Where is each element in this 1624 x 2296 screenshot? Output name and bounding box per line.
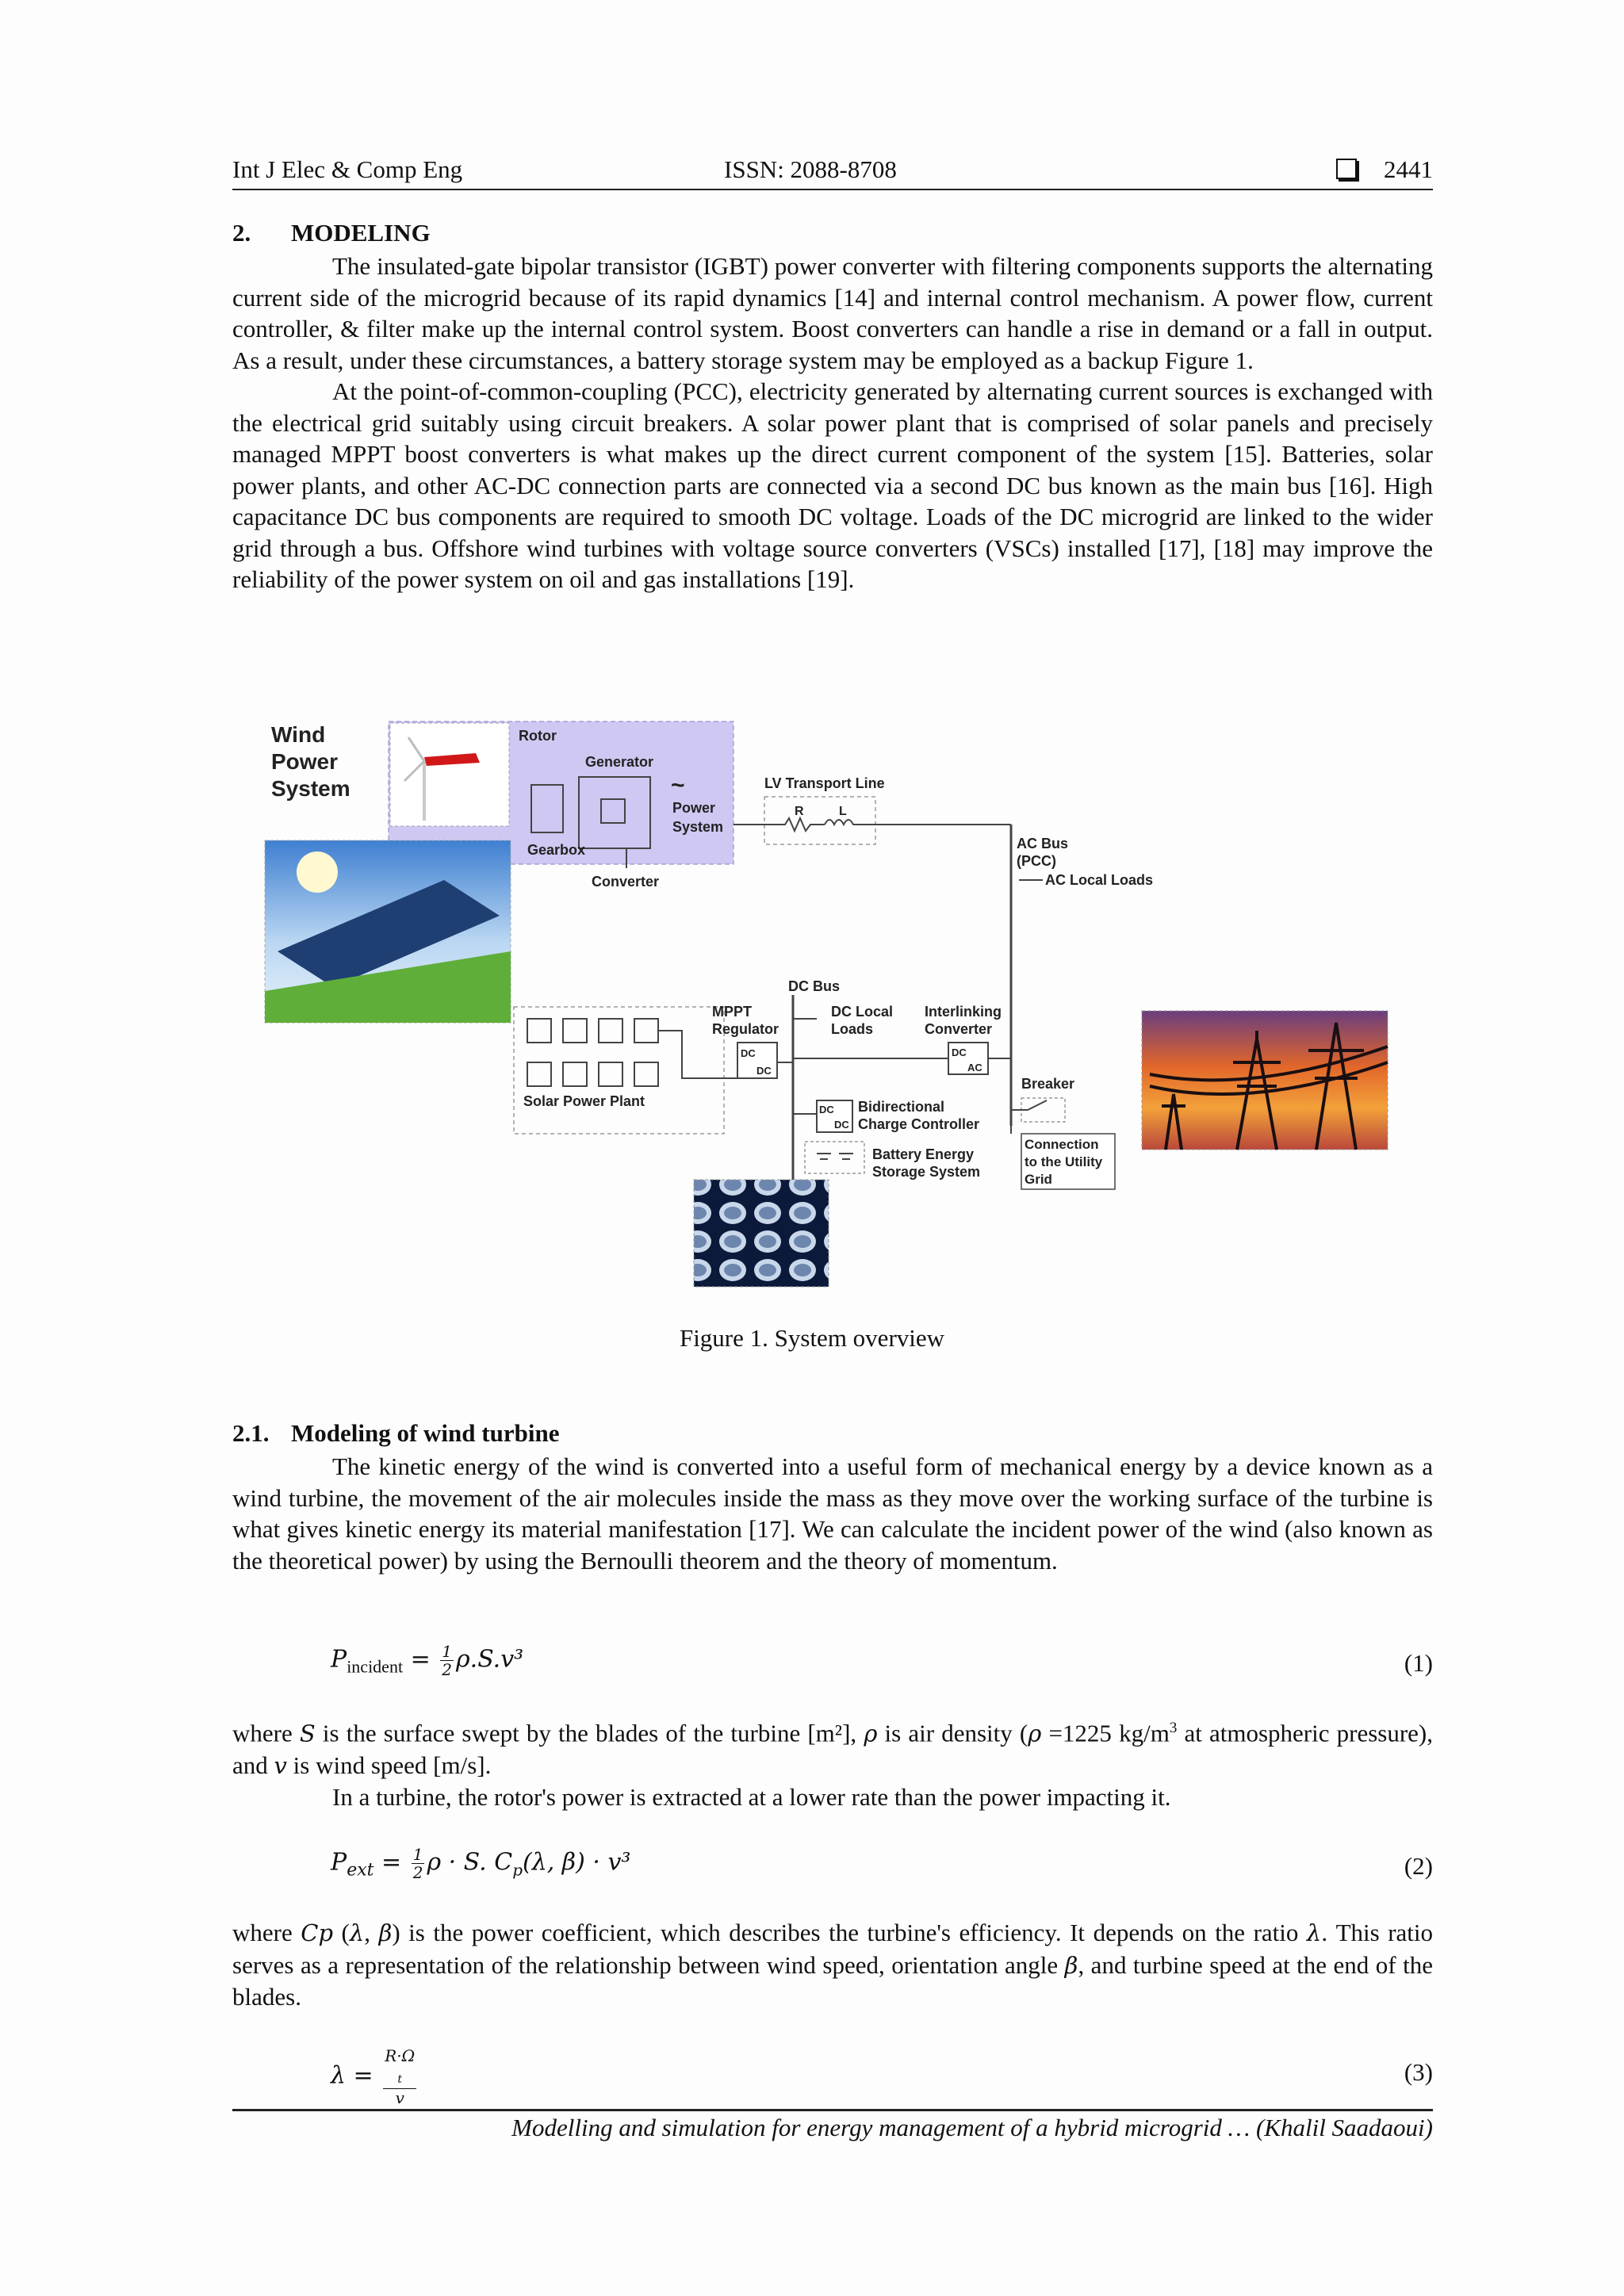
eq1-fraction [440, 1643, 454, 1678]
eq3-frac-num: R·Ω [385, 2046, 416, 2065]
bidir-label-1: Bidirectional [858, 1099, 945, 1115]
eq3-lhs: λ = [331, 2061, 373, 2090]
eq2-where-c: , [364, 1919, 379, 1946]
footer-rule [232, 2109, 1433, 2111]
eq2-where-f: , and turbine speed at the end of the blades. [232, 1950, 1433, 2011]
wind-turbine-text [232, 1451, 1433, 1576]
eq2-rhs-tail: (λ, β) · v³ [523, 1848, 631, 1877]
wind-title-1: Wind [271, 722, 326, 747]
wind-title-2: Power [271, 749, 339, 774]
subsection-heading [232, 1419, 559, 1448]
eq2-frac-den: 2 [412, 1863, 423, 1882]
eq2-where-b: ( [333, 1919, 350, 1946]
wind-title-3: System [271, 776, 350, 801]
eq1-where-rho: ρ [864, 1720, 878, 1747]
eq1-where-line [232, 1712, 1433, 1781]
section-title: MODELING [291, 219, 431, 247]
ac-loads-label: AC Local Loads [1045, 872, 1154, 888]
ac-bus-label-1: AC Bus [1017, 836, 1069, 851]
journal-name: Int J Elec & Comp Eng [232, 155, 463, 183]
interlinking-label-2: Converter [925, 1021, 993, 1037]
eq1-frac-den: 2 [442, 1660, 453, 1679]
eq2-where-a: where [232, 1919, 301, 1946]
eq3-frac-num-group [383, 2047, 416, 2089]
utility-label-1: Connection [1025, 1137, 1099, 1152]
equation-1-number: (1) [1404, 1649, 1433, 1677]
battery-label-2: Storage System [872, 1164, 981, 1180]
bidir-label-2: Charge Controller [858, 1116, 980, 1132]
equation-1 [232, 1643, 1433, 1682]
running-header [232, 155, 1433, 190]
equation-2-expression: $P_{ext}$ = $\frac{1}{2}$ ρ · S. $C_p(\lambda$, β) · v³ [331, 1845, 631, 1882]
dc-bus-label: DC Bus [788, 978, 841, 994]
eq2-where-beta2: β [1064, 1951, 1078, 1979]
eq2-where-d: ) is the power coefficient, which describes the turbine's efficiency. It depends on the ratio [392, 1919, 1307, 1946]
eq1-rhs: ρ.S.v³ [456, 1645, 524, 1674]
power-system-label-1: Power [672, 800, 716, 816]
subsection-number: 2.1. [232, 1419, 270, 1447]
eq2-lhs-sub: ext [347, 1860, 374, 1881]
mppt-label-1: MPPT [712, 1004, 753, 1020]
eq3-fraction [383, 2047, 416, 2107]
figure-caption: Figure 1. System overview [679, 1324, 945, 1352]
eq1-after-text: In a turbine, the rotor's power is extracted at a lower rate than the power impacting it. [332, 1783, 1171, 1812]
dc-loads-label-1: DC Local [831, 1004, 894, 1020]
eq2-lhs: P [331, 1848, 347, 1877]
eq1-where-c: is air density ( [877, 1719, 1028, 1747]
eq1-where-rho2: ρ [1028, 1720, 1042, 1747]
battery-label-1: Battery Energy [872, 1146, 975, 1162]
dc-loads-label-2: Loads [831, 1021, 874, 1037]
mppt-dc-out: DC [756, 1065, 772, 1077]
battery-cells-image [694, 1180, 829, 1287]
charger-dc-in: DC [819, 1104, 834, 1115]
inductor-label: L [839, 805, 847, 818]
eq2-where-lam: λ [349, 1919, 365, 1946]
eq1-where-a: where [232, 1719, 300, 1747]
solar-plant-label: Solar Power Plant [523, 1093, 645, 1109]
eq1-lhs: P [331, 1645, 347, 1674]
pv-feeder [658, 1031, 737, 1078]
interlinking-ac: AC [967, 1062, 982, 1073]
generator-label: Generator [585, 754, 654, 770]
lv-line-label: LV Transport Line [764, 775, 885, 791]
utility-label-3: Grid [1025, 1172, 1052, 1187]
paragraph-3: The kinetic energy of the wind is converted into a useful form of mechanical energy by a device known as a wind turbine, the movement of the air molecules inside the mass as they move over the working surface of the turbine is what gives kinetic energy its material manifestation [17]. We can calculate the incident power of the wind (also known as the theoretical power) by using the Bernoulli theorem and the theory of momentum. [232, 1452, 1433, 1575]
interlinking-dc: DC [952, 1047, 967, 1058]
checkbox-icon [1336, 159, 1357, 179]
eq2-rhs-sub: p [512, 1860, 523, 1880]
equation-3-number: (3) [1404, 2058, 1433, 2086]
issn: ISSN: 2088-8708 [724, 155, 897, 183]
eq1-frac-num: 1 [442, 1642, 453, 1661]
page-number-group [1336, 155, 1433, 184]
equation-3 [232, 2046, 1433, 2107]
battery-symbol [817, 1154, 853, 1159]
breaker-switch [1011, 1100, 1047, 1110]
rotor-label: Rotor [519, 728, 557, 744]
eq2-where-e: . This ratio serves as a representation of the relationship between wind speed, orientation angle [232, 1919, 1434, 1979]
pv-modules [527, 1019, 658, 1086]
equation-1-expression: $P_{incident}$ = $\frac{1}{2}$ ρ.S.v³ [331, 1642, 524, 1679]
modeling-text [232, 251, 1433, 595]
mppt-label-2: Regulator [712, 1021, 779, 1037]
page-number: 2441 [1384, 155, 1433, 183]
equation-2 [232, 1846, 1433, 1885]
eq1-where-v: v [274, 1751, 287, 1779]
gearbox-label: Gearbox [527, 842, 586, 858]
interlinking-label-1: Interlinking [925, 1004, 1002, 1020]
running-footer: Modelling and simulation for energy management of a hybrid microgrid … (Khalil Saadaoui) [511, 2114, 1433, 2141]
solar-plant-box [514, 1007, 724, 1134]
mppt-dc-in: DC [741, 1047, 756, 1059]
equation-2-number: (2) [1404, 1852, 1433, 1880]
ac-bus-label-2: (PCC) [1017, 853, 1056, 869]
equation-3-expression [331, 2047, 419, 2107]
system-overview-figure [262, 714, 1396, 1292]
lv-line-box [764, 797, 875, 844]
eq3-frac-den: v [395, 2088, 404, 2107]
eq1-where-S: S [299, 1720, 316, 1747]
eq1-where-e: at atmospheric pressure), and [232, 1719, 1434, 1779]
section-number: 2. [232, 219, 251, 247]
resistor-symbol [733, 818, 825, 831]
eq2-frac-num: 1 [412, 1845, 423, 1864]
charger-dc-out: DC [834, 1119, 849, 1131]
converter-label: Converter [592, 874, 660, 890]
eq3-frac-num-sub: t [397, 2073, 403, 2086]
eq1-where-f: is wind speed [m/s]. [286, 1751, 492, 1779]
subsection-title: Modeling of wind turbine [291, 1419, 560, 1447]
inductor-symbol [825, 820, 877, 825]
sun [297, 851, 338, 893]
paragraph-2: At the point-of-common-coupling (PCC), electricity generated by alternating current sources is exchanged with the electrical grid suitably using circuit breakers. A solar power plant that is comprised of solar panels and precisely managed MPPT boost converters is what makes up the direct current component of the system [15]. Batteries, solar power plants, and other AC-DC connection parts are connected via a second DC bus known as the main bus [16]. High capacitance DC bus components are required to smooth DC voltage. Loads of the DC microgrid are linked to the wider grid through a bus. Offshore wind turbines with voltage source converters (VSCs) installed [17], [18] may improve the reliability of the power system on oil and gas installations [19]. [232, 377, 1433, 593]
eq1-where-d: =1225 kg/m [1041, 1719, 1170, 1747]
breaker-label: Breaker [1021, 1076, 1075, 1092]
eq1-lhs-sub: incident [347, 1656, 404, 1677]
eq2-fraction [412, 1846, 425, 1881]
eq1-where-b: is the surface swept by the blades of the turbine [m²], [315, 1719, 864, 1747]
eq1-explanation [232, 1712, 1433, 1813]
eq2-where-beta: β [378, 1919, 393, 1946]
eq2-where-cp: Cp [301, 1919, 334, 1946]
header-rule [232, 189, 1433, 190]
eq2-where-lam2: λ [1306, 1919, 1322, 1946]
eq1-where-sup: 3 [1169, 1720, 1178, 1736]
battery-symbol-box [805, 1142, 864, 1173]
eq2-rhs: ρ · S. C [427, 1848, 513, 1877]
paragraph-1: The insulated-gate bipolar transistor (IGBT) power converter with filtering components supports the alternating current side of the microgrid because of its rapid dynamics [14] and internal control mechanism. A power flow, current controller, & filter make up the internal control system. Boost converters can handle a rise in demand or a fall in output. As a result, under these circumstances, a battery storage system may be employed as a backup Figure 1. [232, 252, 1433, 374]
utility-label-2: to the Utility [1025, 1154, 1103, 1169]
section-heading [232, 219, 431, 247]
resistor-label: R [795, 805, 804, 818]
tilde-symbol: ~ [671, 772, 685, 798]
power-system-label-2: System [672, 819, 724, 835]
eq2-explanation [232, 1917, 1433, 2013]
eq2-where-line [232, 1917, 1433, 2013]
